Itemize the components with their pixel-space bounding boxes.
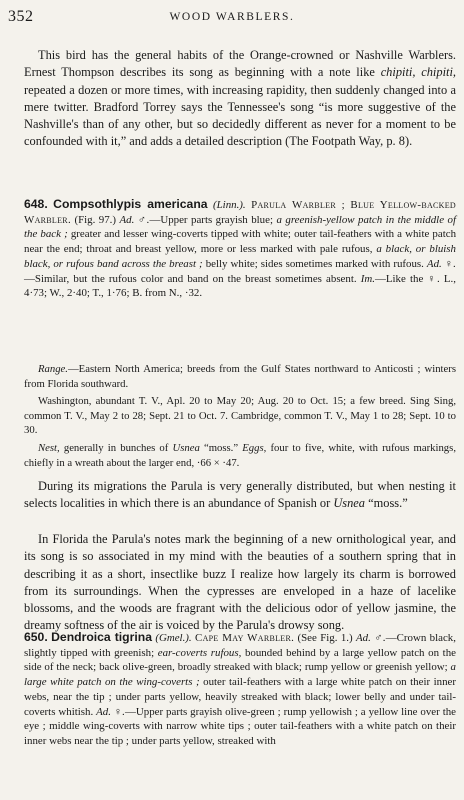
intro-paragraph: This bird has the general habits of the Orange-crowned or Nashville Warblers. Ernest Thompson describes its song as beginning with a note like chipiti, chipiti, repeated a dozen or more times, with increasing rapidity, then suddenly changed into a mere twitter. Bradford Torrey says the Tennessee's song “is more suggestive of the Nashville's than of any other, but so decidedly different as never for a moment to be confounded with it,” and adds a detailed description (The Footpath Way, p. 8). (24, 48, 456, 149)
common-name: Cape May Warbler. (195, 632, 295, 644)
page-number: 352 (8, 8, 34, 25)
species-648-description: 648. Compsothlypis americana (Linn.). Parula Warbler ; Blue Yellow-backed Warbler. (Fig. 97.) Ad. ♂.—Upper parts grayish blue; a greenish-yellow patch in the middle of the back ; greater and lesser wing-coverts tipped with white; outer tail-feathers with a white patch near the end; throat and breast yellow, more or less marked with pale rufous, a black, or bluish black, or rufous band across the breast ; belly white; sides sometimes marked with rufous. Ad. ♀.—Similar, but the rufous color and band on the breast sometimes absent. Im.—Like the ♀. L., 4·73; W., 2·40; T., 1·76; B. from N., ·32. (24, 197, 457, 300)
species-number: 648. (24, 197, 48, 211)
species-650-description: 650. Dendroica tigrina (Gmel.). Cape May Warbler. (See Fig. 1.) Ad. ♂.—Crown black, slightly tipped with greenish; ear-coverts rufous, bounded behind by a large yellow patch on the side of the neck; back olive-green, broadly streaked with black; rump yellow or greenish yellow; a large white patch on the wing-coverts ; outer tail-feathers with a large white patch on their inner webs, near the tip ; under parts yellow, heavily streaked with black; lower belly and under tail-coverts whitish. Ad. ♀.—Upper parts grayish olive-green ; rump yellowish ; a yellow line over the eye ; middle wing-coverts with narrow white tips ; outer tail-feathers with a white patch on their inner webs near the tip ; under parts yellow, streaked with (24, 630, 457, 747)
species-name: Dendroica tigrina (51, 630, 152, 644)
species-648-range: Range.—Eastern North America; breeds from the Gulf States northward to Anticosti ; winters from Florida southward. (24, 363, 456, 390)
species-number: 650. (24, 630, 48, 644)
species-648-nest: Nest, generally in bunches of Usnea “moss.” Eggs, four to five, white, with rufous markings, chiefly in a wreath about the larger end, ·66 × ·47. (24, 442, 456, 469)
migration-paragraph: During its migrations the Parula is very generally distributed, but when nesting it selects localities in which there is an abundance of Spanish or Usnea “moss.” (24, 479, 456, 511)
common-name: Parula Warbler ; (251, 199, 345, 211)
species-648-localities: Washington, abundant T. V., Apl. 20 to May 20; Aug. 20 to Oct. 15; a few breed. Sing Sing, common T. V., May 2 to 28; Sept. 21 to Oct. 7. Cambridge, common T. V., May 1 to 28; Sept. 10 to 30. (24, 395, 456, 437)
species-name: Compsothlypis americana (53, 197, 208, 211)
florida-paragraph: In Florida the Parula's notes mark the beginning of a new ornithological year, and its song is so associated in my mind with the beauties of a southern spring that in describing it as a short, insectlike buzz I realize how largely its charm is borrowed from its surroundings. When the cypresses are enveloped in a haze of lacelike blossoms, and the woods are fragrant with the delicious odor of yellow jasmine, the dreamy softness of the air is voiced by the Parula's drowsy song. (24, 532, 456, 633)
running-title: WOOD WARBLERS. (169, 11, 295, 23)
